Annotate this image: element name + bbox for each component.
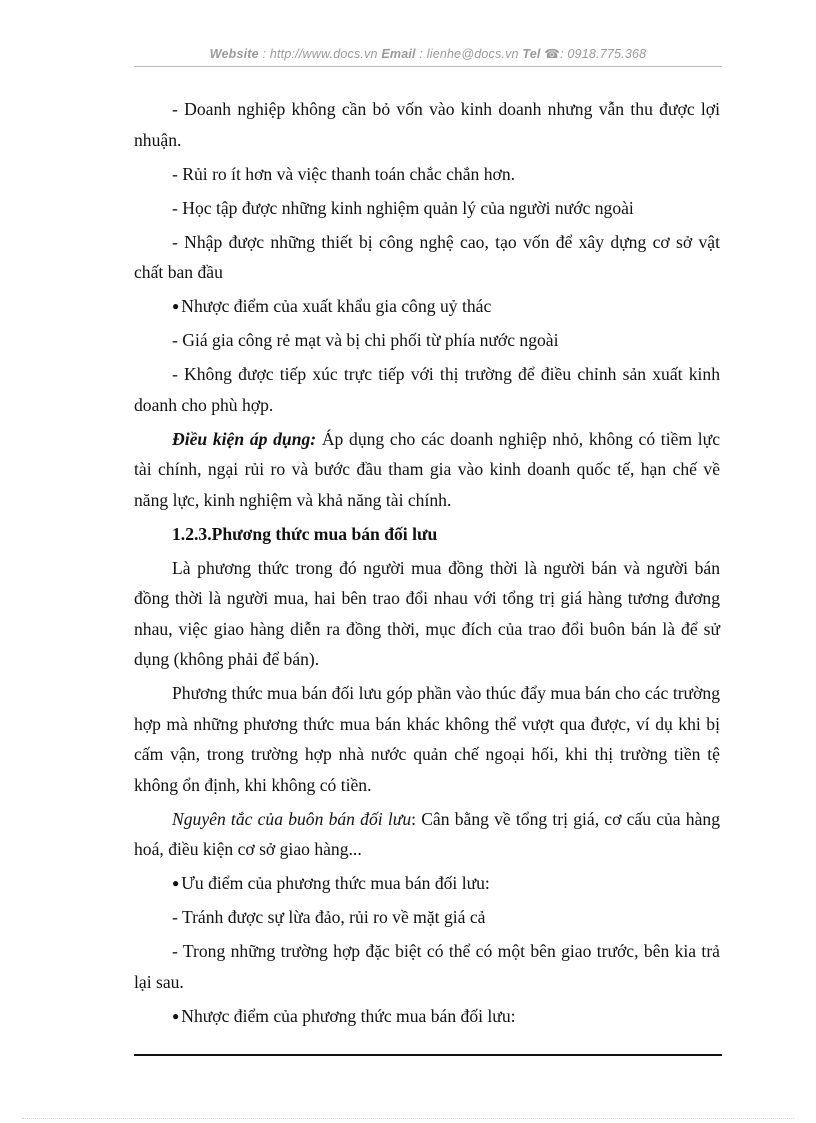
bullet-text: Nhược điểm của phương thức mua bán đối lưu:	[181, 1005, 516, 1026]
website-value: : http://www.docs.vn	[262, 47, 378, 61]
tel-value: : 0918.775.368	[560, 47, 647, 61]
bullet-item-disadvantages	[134, 291, 720, 322]
bullet-icon: ●	[172, 299, 180, 313]
paragraph-definition: Là phương thức trong đó người mua đồng thời là người bán và người bán đồng thời là người mua, hai bên trao đổi nhau với tổng trị giá hàng tương đương nhau, việc giao hàng diễn ra đồng thời, mục đích của trao đổi buôn bán là để sử dụng (không phải để bán).	[134, 557, 720, 669]
paragraph-advantage-technology: - Nhập được những thiết bị công nghệ cao, tạo vốn để xây dựng cơ sở vật chất ban đầu	[134, 231, 720, 282]
bullet-text: Ưu điểm của phương thức mua bán đối lưu:	[181, 873, 490, 893]
conditions-label: Điều kiện áp dụng:	[172, 428, 317, 449]
bullet-icon: ●	[172, 1008, 180, 1023]
paragraph-conditions	[134, 424, 720, 516]
paragraph-advantage-deferred: - Trong những trường hợp đặc biệt có thể có một bên giao trước, bên kia trả lại sau.	[134, 941, 720, 992]
paragraph-purpose: Phương thức mua bán đối lưu góp phần vào thúc đẩy mua bán cho các trường hợp mà những phương thức mua bán khác không thể vượt qua được, ví dụ khi bị cấm vận, trong trường hợp nhà nước quản chế ngoại hối, khi thị trường tiền tệ không ổn định, khi không có tiền.	[134, 683, 720, 795]
bullet-text: Nhược điểm của xuất khẩu gia công uỷ thác	[181, 296, 492, 316]
tel-label: Tel	[522, 47, 541, 61]
paragraph-disadvantage-price: - Giá gia công rẻ mạt và bị chi phối từ phía nước ngoài	[172, 330, 559, 350]
page-header	[134, 46, 722, 61]
bullet-item-advantages	[134, 868, 720, 899]
phone-icon: ☎	[544, 47, 561, 61]
paragraph-advantage-learning: - Học tập được những kinh nghiệm quản lý của người nước ngoài	[172, 197, 634, 218]
principles-text: : Cân bằng về tổng trị giá, cơ cấu của hàng hoá, điều kiện cơ sở giao hàng...	[134, 808, 721, 859]
document-body	[134, 94, 720, 1035]
paragraph-disadvantage-market: - Không được tiếp xúc trực tiếp với thị trường để điều chỉnh sản xuất kinh doanh cho phù hợp.	[134, 364, 720, 415]
website-label: Website	[209, 47, 259, 61]
bullet-icon: ●	[172, 876, 180, 890]
bullet-item-disadvantages-countertrade	[134, 1001, 720, 1032]
email-value: : lienhe@docs.vn	[419, 47, 519, 61]
conditions-text: Áp dụng cho các doanh nghiệp nhỏ, không có tiềm lực tài chính, ngại rủi ro và bước đầu tham gia vào kinh doanh quốc tế, hạn chế về năng lực, kinh nghiệm và khả năng tài chính.	[134, 428, 721, 510]
header-divider	[134, 66, 722, 67]
paragraph-principles	[134, 804, 720, 865]
footer-divider	[134, 1054, 722, 1056]
paragraph-advantage-risk: - Rủi ro ít hơn và việc thanh toán chắc chắn hơn.	[172, 163, 516, 184]
paragraph-advantage-fraud: - Tránh được sự lừa đảo, rủi ro về mặt giá cả	[172, 907, 486, 927]
paragraph-advantage-capital: - Doanh nghiệp không cần bỏ vốn vào kinh doanh nhưng vẫn thu được lợi nhuận.	[134, 99, 720, 150]
email-label: Email	[381, 47, 416, 61]
page-edge	[22, 1118, 794, 1119]
section-heading: 1.2.3.Phương thức mua bán đối lưu	[172, 523, 438, 544]
principles-label: Nguyên tắc của buôn bán đối lưu	[172, 808, 412, 829]
